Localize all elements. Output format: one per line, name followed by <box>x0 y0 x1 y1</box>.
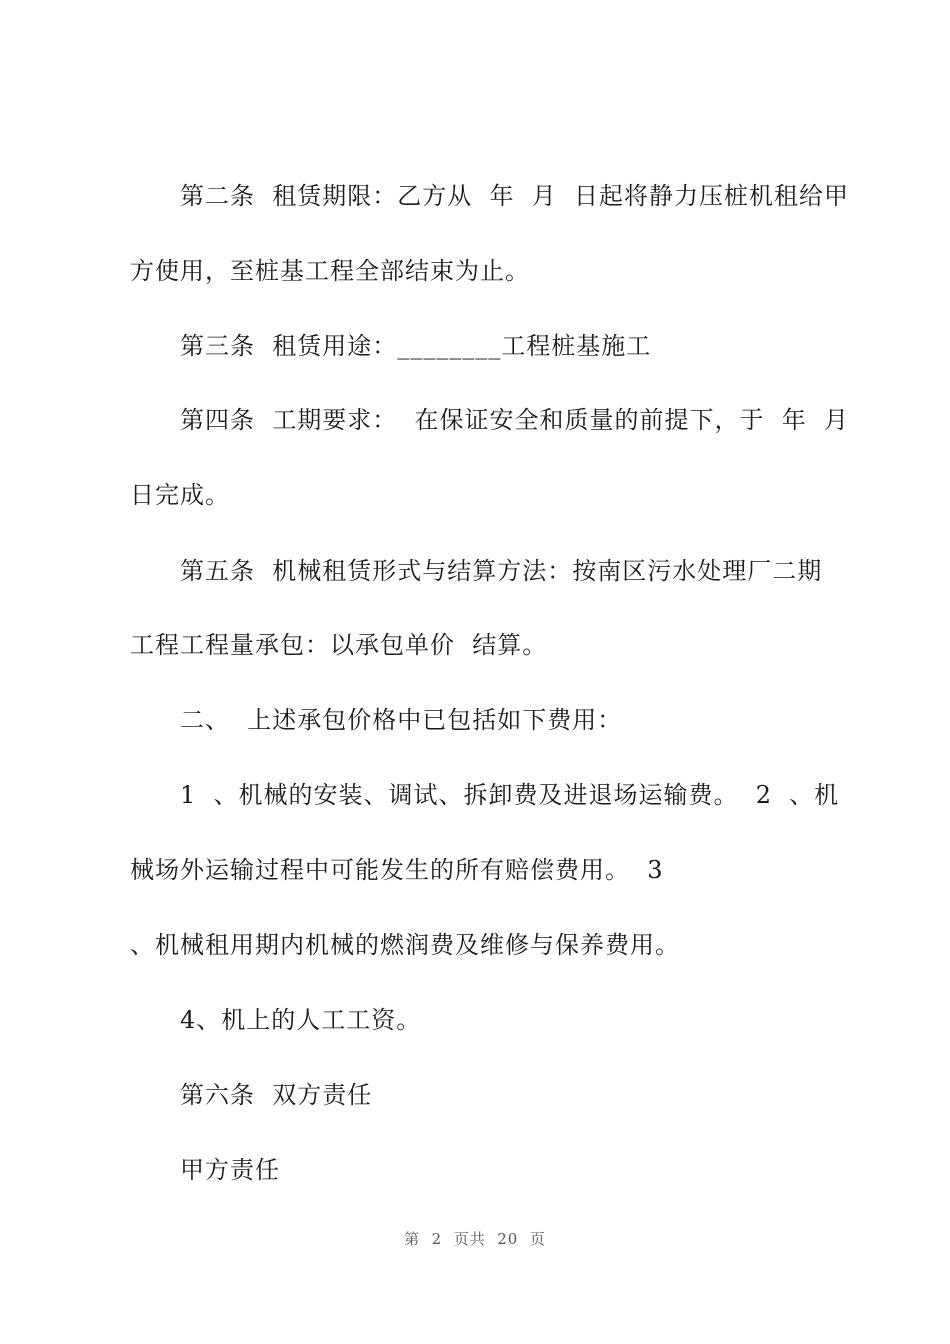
paragraph-article-2-line-1: 第二条 租赁期限：乙方从 年 月 日起将静力压桩机租给甲 <box>180 182 850 210</box>
list-fees-line-2: 械场外运输过程中可能发生的所有赔偿费用。 3 <box>130 856 664 884</box>
paragraph-article-3: 第三条 租赁用途：________工程桩基施工 <box>180 332 652 360</box>
paragraph-article-5-line-1: 第五条 机械租赁形式与结算方法：按南区污水处理厂二期 <box>180 557 823 585</box>
paragraph-article-6-heading: 第六条 双方责任 <box>180 1081 373 1109</box>
paragraph-article-2-line-2: 方使用，至桩基工程全部结束为止。 <box>130 257 530 285</box>
paragraph-party-a-heading: 甲方责任 <box>180 1156 280 1184</box>
list-fees-item-4: 4、机上的人工工资。 <box>180 1006 422 1034</box>
paragraph-section-2-heading: 二、 上述承包价格中已包括如下费用： <box>180 706 623 734</box>
list-fees-line-1: 1 、机械的安装、调试、拆卸费及进退场运输费。 2 、机 <box>180 781 840 809</box>
page-number-footer: 第 2 页共 20 页 <box>404 1230 546 1248</box>
paragraph-article-5-line-2: 工程工程量承包：以承包单价 结算。 <box>130 631 548 659</box>
paragraph-article-4-line-1: 第四条 工期要求： 在保证安全和质量的前提下，于 年 月 <box>180 406 850 434</box>
list-fees-line-3: 、机械租用期内机械的燃润费及维修与保养费用。 <box>130 931 680 959</box>
paragraph-article-4-line-2: 日完成。 <box>130 481 230 509</box>
